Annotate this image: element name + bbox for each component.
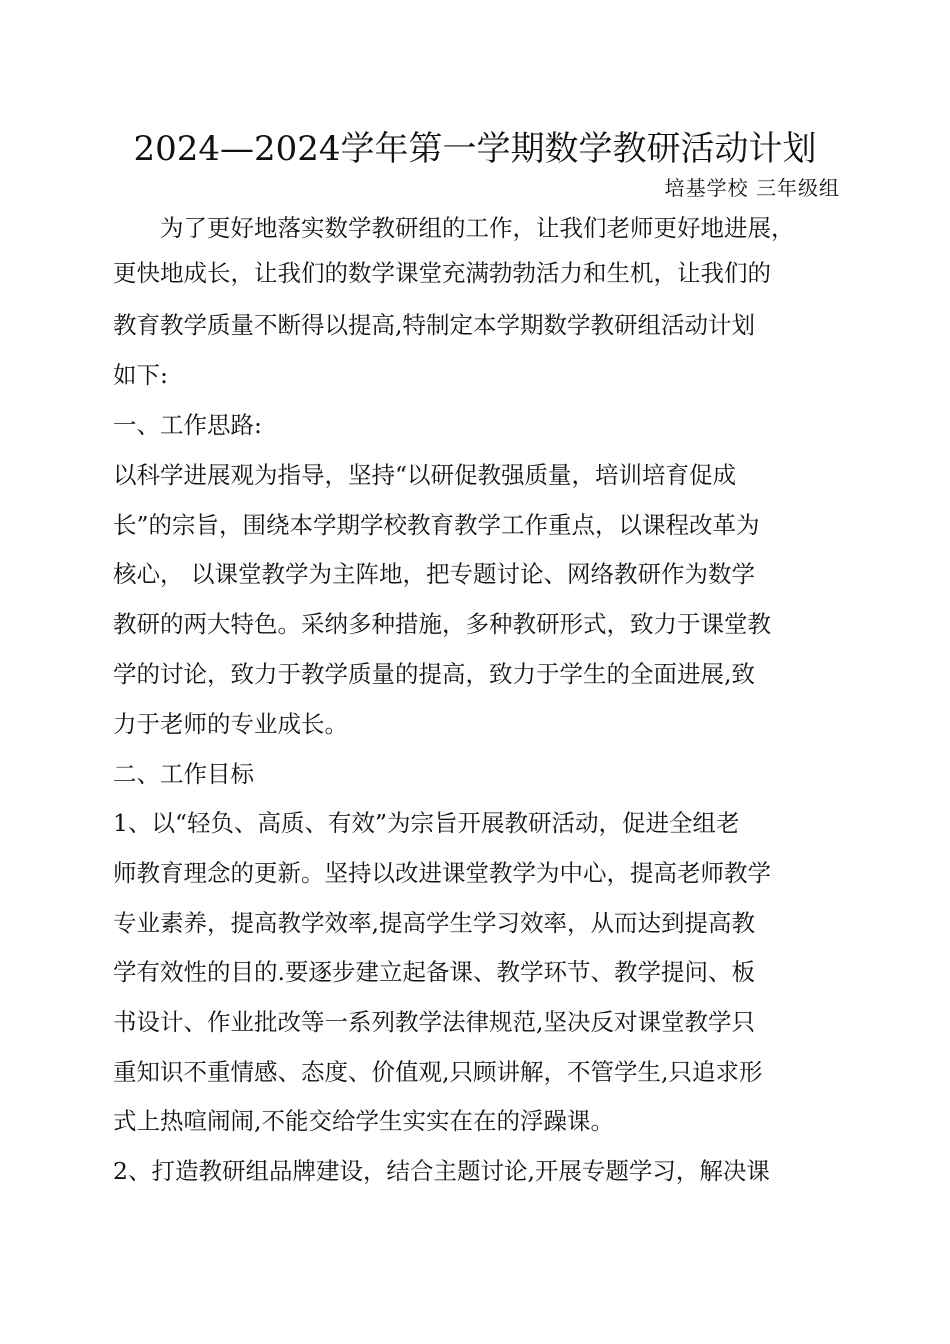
body-line: 教研的两大特色。采纳多种措施，多种教研形式，致力于课堂教 [113, 610, 771, 638]
body-line: 学有效性的目的.要逐步建立起备课、教学环节、教学提问、板 [113, 958, 755, 986]
body-line: 以科学进展观为指导，坚持“以研促教强质量，培训培育促成 [113, 461, 737, 489]
body-line: 教育教学质量不断得以提高,特制定本学期数学教研组活动计划 [113, 311, 755, 339]
body-line: 核心， 以课堂教学为主阵地，把专题讨论、网络教研作为数学 [113, 560, 755, 588]
document-author: 培基学校 三年级组 [664, 176, 840, 200]
section-heading: 一、工作思路: [113, 411, 262, 439]
document-title: 2024—2024学年第一学期数学教研活动计划 [133, 129, 817, 169]
body-line: 长”的宗旨，围绕本学期学校教育教学工作重点，以课程改革为 [113, 511, 760, 539]
body-line: 力于老师的专业成长。 [113, 710, 348, 738]
body-line: 如下: [113, 361, 168, 389]
body-line: 更快地成长，让我们的数学课堂充满勃勃活力和生机，让我们的 [113, 259, 771, 287]
body-line: 1、以“轻负、高质、有效”为宗旨开展教研活动，促进全组老 [113, 809, 740, 837]
body-line: 重知识不重情感、态度、价值观,只顾讲解，不管学生,只追求形 [113, 1058, 763, 1086]
body-line: 专业素养，提高教学效率,提高学生学习效率，从而达到提高教 [113, 909, 755, 937]
body-line: 书设计、作业批改等一系列教学法律规范,坚决反对课堂教学只 [113, 1008, 755, 1036]
section-heading: 二、工作目标 [113, 760, 254, 788]
body-line: 学的讨论，致力于教学质量的提高，致力于学生的全面进展,致 [113, 660, 755, 688]
body-line: 师教育理念的更新。坚持以改进课堂教学为中心，提高老师教学 [113, 859, 771, 887]
body-line: 式上热喧闹闹,不能交给学生实实在在的浮躁课。 [113, 1107, 614, 1135]
body-line: 为了更好地落实数学教研组的工作，让我们老师更好地进展， [113, 214, 795, 242]
body-line: 2、打造教研组品牌建设，结合主题讨论,开展专题学习，解决课 [113, 1157, 770, 1185]
